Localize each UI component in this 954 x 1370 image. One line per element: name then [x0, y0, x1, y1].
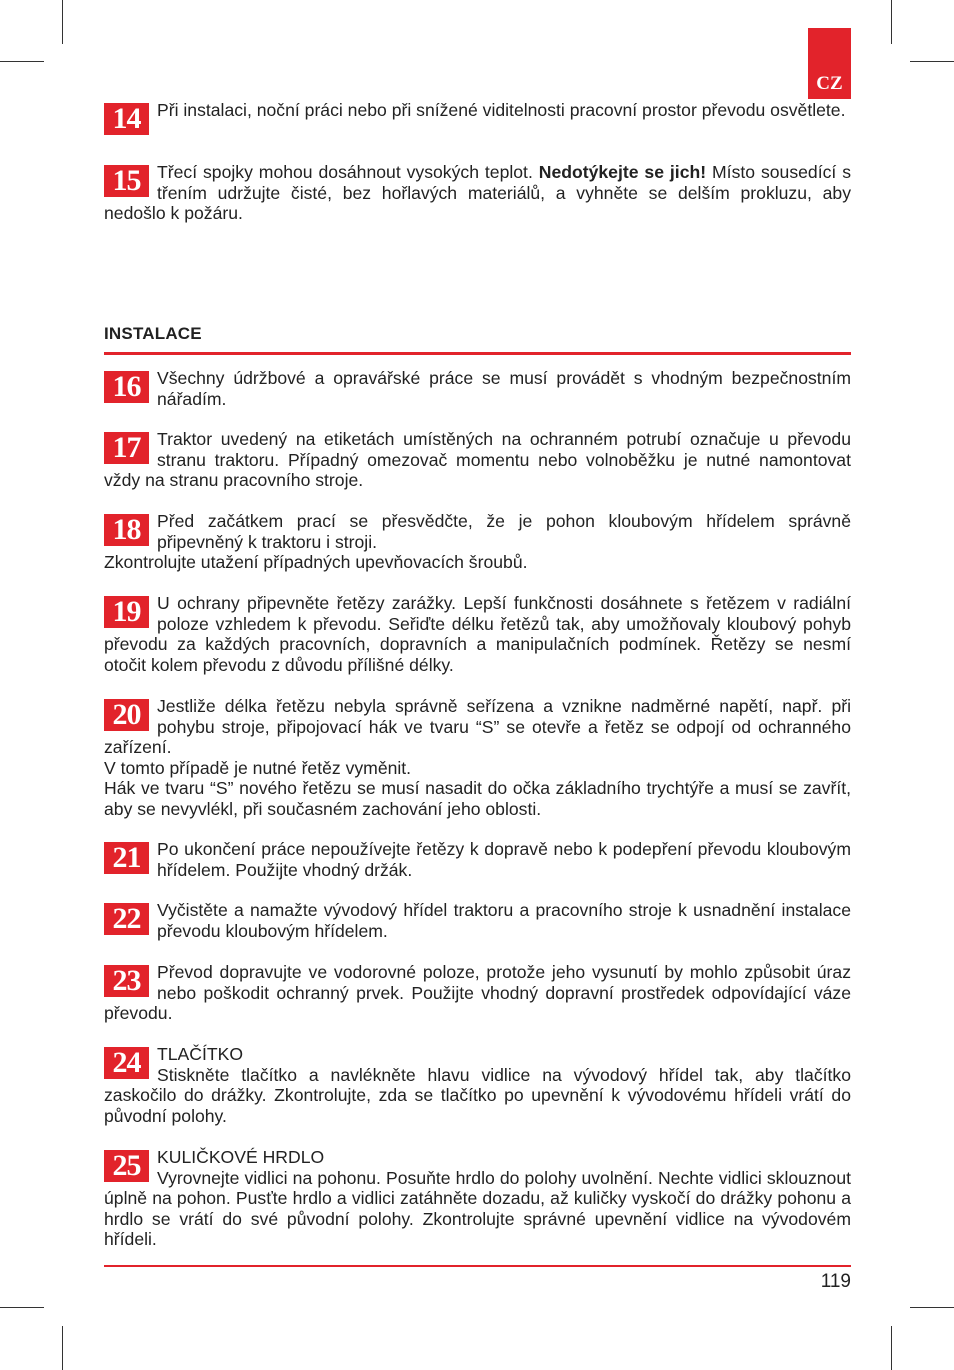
instruction-item-23	[104, 962, 851, 1024]
instruction-item-14	[104, 100, 851, 135]
item-number-badge: 14	[104, 103, 149, 135]
item-number-badge: 18	[104, 514, 149, 546]
item-text	[104, 162, 851, 224]
instruction-item-21	[104, 839, 851, 880]
item-text-bold: Nedotýkejte se jich!	[538, 162, 707, 182]
section-title: INSTALACE	[104, 324, 202, 343]
crop-mark	[910, 1307, 954, 1308]
crop-mark	[62, 1326, 63, 1370]
item-subheading: TLAČÍTKO	[157, 1044, 244, 1064]
instruction-item-17	[104, 429, 851, 491]
item-text: Jestliže délka řetězu nebyla správně seřízena a vznikne nadměrné napětí, např. při pohybu stroje, připojovací hák ve tvaru “S” se otevře a řetěz se odpojí od ochranného zařízení.	[104, 696, 851, 757]
instruction-item-19	[104, 593, 851, 675]
footer-divider	[104, 1265, 851, 1267]
item-number-badge: 24	[104, 1047, 149, 1079]
item-text-post: Místo sousedící s třením udržujte čisté, bez hořlavých materiálů, a vyhněte se delším prokluzu, aby nedošlo k požáru.	[104, 162, 851, 223]
instruction-item-18	[104, 511, 851, 573]
page-number: 119	[820, 1271, 851, 1292]
item-number-badge: 17	[104, 432, 149, 464]
crop-mark	[62, 0, 63, 44]
item-text: Převod dopravujte ve vodorovné poloze, protože jeho vysunutí by mohlo způsobit úraz nebo poškodit ochranný prvek. Použijte vhodný dopravní prostředek odpovídající váze převodu.	[104, 962, 851, 1023]
instruction-item-20	[104, 696, 851, 819]
item-text: Při instalaci, noční práci nebo při snížené viditelnosti pracovní prostor převodu osvětlete.	[157, 100, 846, 120]
crop-mark	[891, 0, 892, 44]
item-number-badge: 21	[104, 842, 149, 874]
item-text: V tomto případě je nutné řetěz vyměnit.	[104, 757, 412, 778]
item-number-badge: 16	[104, 371, 149, 403]
item-number-badge: 23	[104, 965, 149, 997]
item-text: Vyčistěte a namažte vývodový hřídel traktoru a pracovního stroje k usnadnění instalace převodu kloubovým hřídelem.	[157, 900, 851, 941]
crop-mark	[0, 61, 44, 62]
item-text-pre: Třecí spojky mohou dosáhnout vysokých teplot.	[157, 162, 539, 182]
item-subheading: KULIČKOVÉ HRDLO	[157, 1147, 325, 1167]
crop-mark	[891, 1326, 892, 1370]
item-number-badge: 19	[104, 596, 149, 628]
item-text: U ochrany připevněte řetězy zarážky. Lepší funkčnosti dosáhnete s řetězem v radiální poloze vzhledem k převodu. Seřiďte délku řetězů tak, aby umožňovaly kloubový pohyb převodu za každých pracovních, dopravních a manipulačních podmínek. Řetězy se nesmí otočit kolem převodu z důvodu přílišné délky.	[104, 593, 851, 675]
language-tab: CZ	[808, 28, 851, 99]
section-divider	[104, 352, 851, 355]
item-text: Traktor uvedený na etiketách umístěných na ochranném potrubí označuje u převodu stranu traktoru. Případný omezovač momentu nebo volnoběžku je nutné namontovat vždy na stranu pracovního stroje.	[104, 429, 851, 490]
item-text: Stiskněte tlačítko a navlékněte hlavu vidlice na vývodový hřídel tak, aby tlačítko zaskočilo do drážky. Zkontrolujte, zda se tlačítko po upevnění k vývodovému hřídeli vrátí do původní polohy.	[104, 1064, 851, 1126]
instruction-item-25	[104, 1147, 851, 1250]
instruction-item-24	[104, 1044, 851, 1126]
crop-mark	[910, 61, 954, 62]
instruction-item-22	[104, 900, 851, 941]
item-text: Zkontrolujte utažení případných upevňovacích šroubů.	[104, 552, 528, 572]
item-number-badge: 15	[104, 165, 149, 197]
instruction-item-16	[104, 368, 851, 409]
item-text: Po ukončení práce nepoužívejte řetězy k dopravě nebo k podepření převodu kloubovým hřídelem. Použijte vhodný držák.	[157, 839, 851, 880]
crop-mark	[0, 1307, 44, 1308]
item-number-badge: 22	[104, 903, 149, 935]
item-number-badge: 20	[104, 699, 149, 731]
item-text: Vyrovnejte vidlici na pohonu. Posuňte hrdlo do polohy uvolnění. Nechte vidlici sklouznout úplně na pohon. Pusťte hrdlo a vidlici zatáhněte dozadu, až kuličky vyskočí do drážky pohonu a hrdlo se vrátí do své původní polohy. Zkontrolujte správné upevnění vidlice na vývodovém hřídeli.	[104, 1167, 851, 1249]
item-text: Všechny údržbové a opravářské práce se musí provádět s vhodným bezpečnostním nářadím.	[157, 368, 851, 409]
item-text: Před začátkem prací se přesvědčte, že je pohon kloubovým hřídelem správně připevněný k traktoru i stroji.	[157, 511, 851, 552]
item-number-badge: 25	[104, 1150, 149, 1182]
instruction-item-15	[104, 162, 851, 224]
item-text: Hák ve tvaru “S” nového řetězu se musí nasadit do očka základního trychtýře a musí se zavřít, aby se nevyvlékl, při současném zachování jeho oblosti.	[104, 778, 851, 819]
